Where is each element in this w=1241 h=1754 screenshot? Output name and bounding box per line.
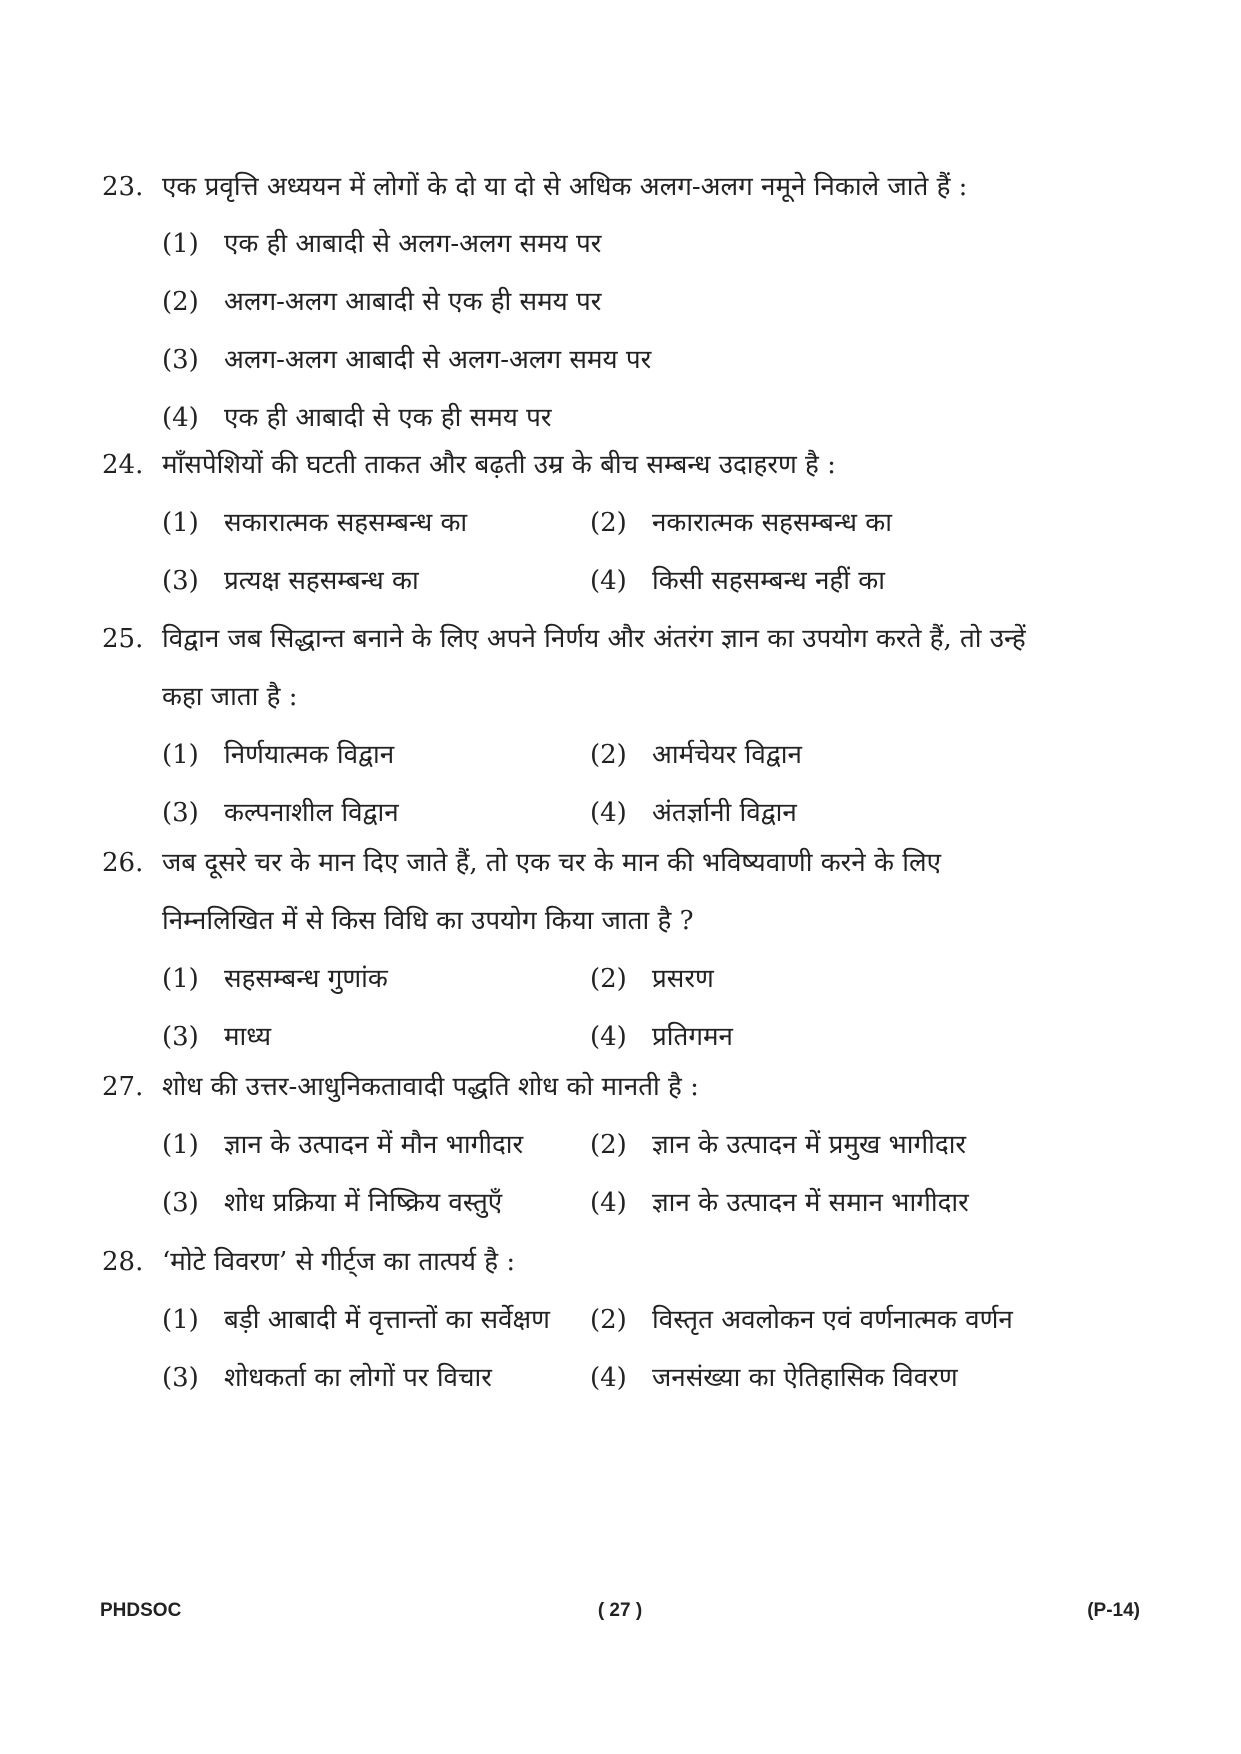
- option-2: (2) आर्मचेयर विद्वान: [590, 740, 802, 770]
- exam-code: PHDSOC: [100, 1600, 182, 1621]
- option-2: (2) अलग-अलग आबादी से एक ही समय पर: [162, 287, 602, 317]
- set-code: (P-14): [1087, 1600, 1140, 1621]
- option-2: (2) विस्तृत अवलोकन एवं वर्णनात्मक वर्णन: [590, 1305, 1013, 1335]
- question-text: शोध की उत्तर-आधुनिकतावादी पद्धति शोध को मानती है :: [162, 1072, 699, 1102]
- question-number: 27.: [102, 1072, 144, 1102]
- option-4: (4) प्रतिगमन: [590, 1022, 733, 1052]
- option-4: (4) एक ही आबादी से एक ही समय पर: [162, 403, 552, 433]
- option-3: (3) प्रत्यक्ष सहसम्बन्ध का: [162, 566, 419, 596]
- option-1: (1) सकारात्मक सहसम्बन्ध का: [162, 508, 468, 538]
- option-4: (4) ज्ञान के उत्पादन में समान भागीदार: [590, 1188, 969, 1218]
- option-1: (1) ज्ञान के उत्पादन में मौन भागीदार: [162, 1130, 524, 1160]
- question-text-continued: निम्नलिखित में से किस विधि का उपयोग किया जाता है ?: [162, 906, 694, 936]
- option-4: (4) जनसंख्या का ऐतिहासिक विवरण: [590, 1363, 958, 1393]
- options-grid: [162, 950, 1142, 1066]
- question-number: 25.: [102, 624, 144, 654]
- question-number: 26.: [102, 848, 144, 878]
- options-grid: [162, 1291, 1142, 1407]
- options-grid: [162, 494, 1142, 610]
- question-27: [102, 1058, 1142, 1232]
- option-4: (4) किसी सहसम्बन्ध नहीं का: [590, 566, 885, 596]
- option-3: (3) कल्पनाशील विद्वान: [162, 798, 399, 828]
- question-23: [102, 158, 1142, 447]
- question-number: 28.: [102, 1247, 144, 1277]
- question-number: 23.: [102, 172, 144, 202]
- question-text: जब दूसरे चर के मान दिए जाते हैं, तो एक चर के मान की भविष्यवाणी करने के लिए: [162, 848, 941, 878]
- question-text-continued: कहा जाता है :: [162, 682, 298, 712]
- option-1: (1) बड़ी आबादी में वृत्तान्तों का सर्वेक्षण: [162, 1305, 550, 1335]
- question-number: 24.: [102, 450, 144, 480]
- option-2: (2) प्रसरण: [590, 964, 714, 994]
- question-26: [102, 834, 1142, 1066]
- options-list: [162, 215, 1142, 447]
- option-4: (4) अंतर्ज्ञानी विद्वान: [590, 798, 797, 828]
- option-1: (1) निर्णयात्मक विद्वान: [162, 740, 395, 770]
- option-3: (3) शोधकर्ता का लोगों पर विचार: [162, 1363, 492, 1393]
- question-24: [102, 436, 1142, 610]
- question-25: [102, 610, 1142, 842]
- question-28: [102, 1233, 1142, 1407]
- option-3: (3) शोध प्रक्रिया में निष्क्रिय वस्तुएँ: [162, 1188, 503, 1218]
- option-1: (1) सहसम्बन्ध गुणांक: [162, 964, 388, 994]
- options-grid: [162, 726, 1142, 842]
- option-2: (2) नकारात्मक सहसम्बन्ध का: [590, 508, 892, 538]
- question-text: माँसपेशियों की घटती ताकत और बढ़ती उम्र के बीच सम्बन्ध उदाहरण है :: [162, 450, 836, 480]
- options-grid: [162, 1116, 1142, 1232]
- option-2: (2) ज्ञान के उत्पादन में प्रमुख भागीदार: [590, 1130, 967, 1160]
- question-text: विद्वान जब सिद्धान्त बनाने के लिए अपने निर्णय और अंतरंग ज्ञान का उपयोग करते हैं, तो उन्हें: [162, 624, 1026, 654]
- option-1: (1) एक ही आबादी से अलग-अलग समय पर: [162, 229, 602, 259]
- question-text: ‘मोटे विवरण’ से गीर्ट्ज का तात्पर्य है :: [162, 1247, 516, 1277]
- option-3: (3) माध्य: [162, 1022, 272, 1052]
- page-number: ( 27 ): [597, 1600, 643, 1621]
- question-text: एक प्रवृत्ति अध्ययन में लोगों के दो या दो से अधिक अलग-अलग नमूने निकाले जाते हैं :: [162, 172, 968, 202]
- option-3: (3) अलग-अलग आबादी से अलग-अलग समय पर: [162, 345, 652, 375]
